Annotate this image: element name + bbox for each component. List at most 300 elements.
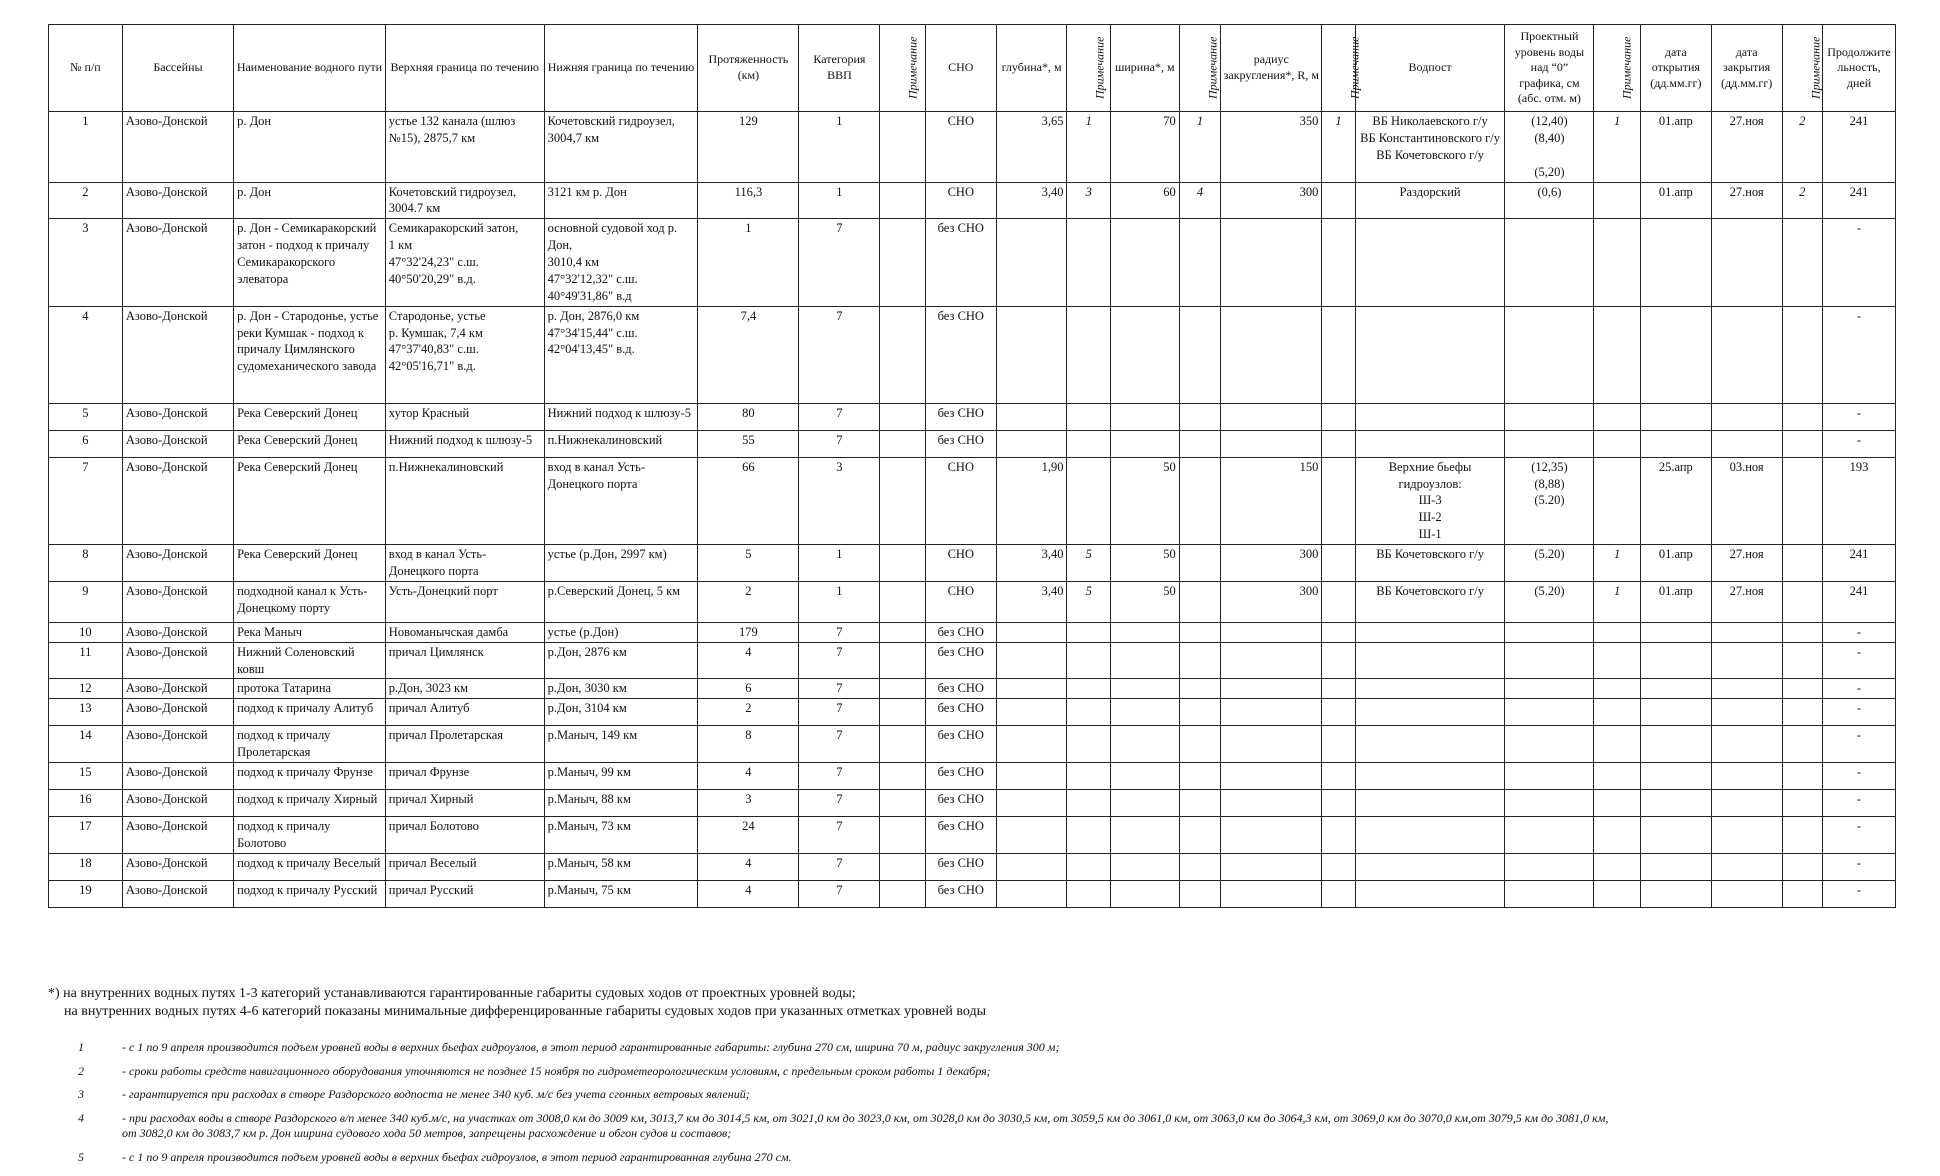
table-cell — [1594, 622, 1641, 642]
table-cell — [1221, 430, 1322, 457]
table-cell: 03.ноя — [1711, 457, 1782, 544]
table-cell: 2 — [698, 581, 799, 622]
table-cell — [880, 112, 926, 183]
table-cell: 70 — [1110, 112, 1179, 183]
footnote-line-2: на внутренних водных путях 4-6 категорий показаны минимальные дифференцированные габариты судовых ходов при указанных отметках уровней воды — [64, 1004, 986, 1020]
note-text: - с 1 по 9 апреля производится подъем уровней воды в верхних бьефах гидроузлов, в этот период гарантированные габариты: глубина 270 см, ширина 70 м, радиус закругления 300 м; — [122, 1040, 1060, 1054]
table-cell — [1221, 817, 1322, 854]
table-cell: п.Нижнекалиновский — [544, 430, 698, 457]
table-cell: 7 — [799, 306, 880, 403]
table-cell — [1640, 880, 1711, 907]
table-cell: Азово-Донской — [122, 763, 233, 790]
table-cell: причал Веселый — [385, 853, 544, 880]
table-cell — [1322, 679, 1355, 699]
table-cell — [1355, 622, 1505, 642]
table-cell — [1322, 545, 1355, 582]
table-cell: р.Маныч, 99 км — [544, 763, 698, 790]
table-cell: 7 — [799, 219, 880, 306]
table-cell — [1505, 219, 1594, 306]
table-cell — [1782, 726, 1822, 763]
table-row — [49, 817, 1896, 854]
table-cell — [880, 457, 926, 544]
table-cell — [1355, 726, 1505, 763]
table-cell: 241 — [1822, 581, 1895, 622]
table-cell: р. Дон — [234, 112, 386, 183]
table-cell: - — [1822, 817, 1895, 854]
table-cell: подход к причалу Хирный — [234, 790, 386, 817]
table-cell: 350 — [1221, 112, 1322, 183]
table-cell: 2 — [1782, 112, 1822, 183]
note-text: - с 1 по 9 апреля производится подъем уровней воды в верхних бьефах гидроузлов, в этот период гарантированная глубина 270 см. — [122, 1149, 792, 1164]
table-cell — [1711, 219, 1782, 306]
table-cell — [1179, 853, 1220, 880]
table-cell — [1640, 817, 1711, 854]
table-cell: Верхние бьефы гидроузлов: Ш-3 Ш-2 Ш-1 — [1355, 457, 1505, 544]
note-text: - сроки работы средств навигационного оборудования уточняются не позднее 15 ноября по гидрометеорологическим условиям, с предельным сроком работы 1 декабря; — [122, 1063, 991, 1078]
table-cell — [1782, 790, 1822, 817]
table-cell: 7 — [799, 853, 880, 880]
table-cell — [1782, 679, 1822, 699]
table-cell — [1640, 853, 1711, 880]
table-cell: 24 — [698, 817, 799, 854]
table-cell — [1110, 726, 1179, 763]
table-cell — [1711, 699, 1782, 726]
table-cell — [880, 699, 926, 726]
table-cell — [1594, 763, 1641, 790]
table-cell — [1505, 306, 1594, 403]
table-cell: Азово-Донской — [122, 622, 233, 642]
table-cell: 01.апр — [1640, 545, 1711, 582]
table-cell — [1110, 679, 1179, 699]
table-row — [49, 726, 1896, 763]
table-cell: 179 — [698, 622, 799, 642]
table-cell — [1179, 817, 1220, 854]
table-cell — [880, 219, 926, 306]
table-cell: 01.апр — [1640, 182, 1711, 219]
table-cell — [1110, 853, 1179, 880]
table-cell — [1355, 817, 1505, 854]
table-cell — [1711, 853, 1782, 880]
table-cell: 7 — [799, 763, 880, 790]
table-cell: (0,6) — [1505, 182, 1594, 219]
table-cell — [1221, 679, 1322, 699]
column-header — [1179, 25, 1220, 112]
table-cell: Усть-Донецкий порт — [385, 581, 544, 622]
table-cell: подход к причалу Пролетарская — [234, 726, 386, 763]
table-cell — [1110, 306, 1179, 403]
table-cell — [1355, 306, 1505, 403]
table-cell — [1067, 790, 1110, 817]
table-cell — [1067, 853, 1110, 880]
table-cell — [1594, 880, 1641, 907]
table-cell: ВБ Николаевского г/у ВБ Константиновского г/у ВБ Кочетовского г/у — [1355, 112, 1505, 183]
table-cell — [1782, 545, 1822, 582]
table-cell: 55 — [698, 430, 799, 457]
table-cell: Азово-Донской — [122, 642, 233, 679]
table-cell: - — [1822, 219, 1895, 306]
table-cell: без СНО — [925, 699, 996, 726]
table-cell — [1640, 306, 1711, 403]
table-cell — [1355, 790, 1505, 817]
table-cell — [1505, 642, 1594, 679]
table-cell — [1505, 699, 1594, 726]
table-cell — [1505, 726, 1594, 763]
table-cell — [1179, 642, 1220, 679]
table-cell — [996, 430, 1067, 457]
table-cell: Нижний подход к шлюзу-5 — [544, 403, 698, 430]
header-row — [49, 25, 1896, 112]
note-item — [48, 1040, 1918, 1056]
table-cell: 5 — [698, 545, 799, 582]
table-cell: 16 — [49, 790, 123, 817]
table-cell — [880, 403, 926, 430]
table-cell: р. Дон — [234, 182, 386, 219]
table-cell: 2 — [1782, 182, 1822, 219]
table-cell: без СНО — [925, 679, 996, 699]
table-cell — [1594, 306, 1641, 403]
table-cell: Азово-Донской — [122, 790, 233, 817]
table-cell: 129 — [698, 112, 799, 183]
table-cell — [1322, 306, 1355, 403]
table-cell — [1322, 622, 1355, 642]
table-cell: 3 — [799, 457, 880, 544]
column-header-label: Примечание — [1619, 36, 1634, 100]
table-cell: п.Нижнекалиновский — [385, 457, 544, 544]
table-cell — [1179, 457, 1220, 544]
table-cell: 6 — [698, 679, 799, 699]
table-cell: 7,4 — [698, 306, 799, 403]
table-cell: Азово-Донской — [122, 880, 233, 907]
table-cell — [1221, 306, 1322, 403]
table-cell — [1179, 403, 1220, 430]
table-cell — [1711, 817, 1782, 854]
table-row — [49, 545, 1896, 582]
table-row — [49, 642, 1896, 679]
table-cell: 27.ноя — [1711, 112, 1782, 183]
table-cell — [1711, 642, 1782, 679]
table-cell: 18 — [49, 853, 123, 880]
table-cell — [996, 726, 1067, 763]
table-cell: Азово-Донской — [122, 817, 233, 854]
table-cell: Нижний подход к шлюзу-5 — [385, 430, 544, 457]
table-row — [49, 219, 1896, 306]
table-cell — [1179, 622, 1220, 642]
table-cell: 3,65 — [996, 112, 1067, 183]
table-cell — [1782, 306, 1822, 403]
table-cell: - — [1822, 642, 1895, 679]
table-cell: 1 — [1067, 112, 1110, 183]
table-cell — [880, 763, 926, 790]
table-cell — [1355, 699, 1505, 726]
table-cell: 01.апр — [1640, 112, 1711, 183]
table-row — [49, 699, 1896, 726]
table-cell: 13 — [49, 699, 123, 726]
table-cell — [1110, 699, 1179, 726]
table-cell — [1067, 642, 1110, 679]
table-cell: 7 — [799, 430, 880, 457]
table-cell — [1067, 457, 1110, 544]
table-cell — [1322, 817, 1355, 854]
table-cell: р.Дон, 3030 км — [544, 679, 698, 699]
table-cell — [1594, 726, 1641, 763]
table-cell: Азово-Донской — [122, 853, 233, 880]
table-cell: причал Цимлянск — [385, 642, 544, 679]
table-cell — [880, 642, 926, 679]
table-cell — [1110, 430, 1179, 457]
table-cell — [1110, 763, 1179, 790]
table-cell — [996, 880, 1067, 907]
table-cell — [1179, 545, 1220, 582]
table-cell: 3,40 — [996, 545, 1067, 582]
table-cell — [1640, 679, 1711, 699]
table-cell — [1711, 790, 1782, 817]
table-cell: р. Дон - Стародонье, устье реки Кумшак - подход к причалу Цимлянского судомеханического завода — [234, 306, 386, 403]
table-cell — [1322, 880, 1355, 907]
table-cell: 27.ноя — [1711, 182, 1782, 219]
table-cell — [1782, 430, 1822, 457]
table-cell: 17 — [49, 817, 123, 854]
table-cell: Река Северский Донец — [234, 545, 386, 582]
table-cell — [1067, 817, 1110, 854]
table-cell: 5 — [1067, 545, 1110, 582]
table-cell — [1711, 622, 1782, 642]
table-cell — [1322, 726, 1355, 763]
table-cell: вход в канал Усть-Донецкого порта — [385, 545, 544, 582]
table-cell — [1640, 219, 1711, 306]
table-cell: 66 — [698, 457, 799, 544]
table-cell: Азово-Донской — [122, 545, 233, 582]
table-cell — [1640, 622, 1711, 642]
table-cell — [1640, 403, 1711, 430]
table-row — [49, 306, 1896, 403]
table-cell — [1640, 642, 1711, 679]
table-row — [49, 622, 1896, 642]
table-cell — [1505, 853, 1594, 880]
table-cell: без СНО — [925, 642, 996, 679]
table-cell — [1179, 763, 1220, 790]
table-cell: 3 — [698, 790, 799, 817]
table-cell — [996, 699, 1067, 726]
table-cell — [1322, 457, 1355, 544]
table-cell — [1355, 403, 1505, 430]
table-cell: 11 — [49, 642, 123, 679]
table-cell: 300 — [1221, 581, 1322, 622]
table-cell: 01.апр — [1640, 581, 1711, 622]
table-cell — [1640, 430, 1711, 457]
column-header-label: Примечание — [905, 36, 920, 100]
table-cell: протока Татарина — [234, 679, 386, 699]
table-cell: 4 — [698, 880, 799, 907]
table-row — [49, 430, 1896, 457]
table-cell: 27.ноя — [1711, 545, 1782, 582]
column-header-label: Примечание — [1347, 36, 1362, 100]
table-row — [49, 182, 1896, 219]
table-cell: 3,40 — [996, 581, 1067, 622]
table-cell — [996, 853, 1067, 880]
table-cell: 7 — [799, 679, 880, 699]
table-cell: хутор Красный — [385, 403, 544, 430]
table-cell — [1640, 699, 1711, 726]
table-cell: (12,35) (8,88) (5.20) — [1505, 457, 1594, 544]
table-cell: 7 — [799, 726, 880, 763]
table-cell — [1221, 403, 1322, 430]
table-row — [49, 403, 1896, 430]
note-item — [48, 1111, 1918, 1142]
table-cell — [1782, 219, 1822, 306]
table-cell: 300 — [1221, 182, 1322, 219]
table-cell: 4 — [698, 763, 799, 790]
table-cell — [1322, 642, 1355, 679]
table-cell — [880, 182, 926, 219]
table-cell: Азово-Донской — [122, 581, 233, 622]
table-cell — [880, 880, 926, 907]
table-cell — [1782, 880, 1822, 907]
table-cell: 4 — [698, 853, 799, 880]
table-cell: - — [1822, 790, 1895, 817]
table-row — [49, 880, 1896, 907]
note-item — [48, 1087, 1918, 1103]
table-cell: 5 — [1067, 581, 1110, 622]
table-cell: причал Болотово — [385, 817, 544, 854]
table-cell — [1110, 403, 1179, 430]
table-cell: подход к причалу Русский — [234, 880, 386, 907]
table-cell: устье (р.Дон) — [544, 622, 698, 642]
table-cell: Азово-Донской — [122, 219, 233, 306]
note-number: 4 — [78, 1110, 84, 1125]
table-cell: 3 — [49, 219, 123, 306]
note-item — [48, 1064, 1918, 1080]
table-cell: подход к причалу Веселый — [234, 853, 386, 880]
table-cell — [1355, 430, 1505, 457]
table-cell: р.Маныч, 75 км — [544, 880, 698, 907]
table-cell — [1067, 726, 1110, 763]
table-cell: Река Северский Донец — [234, 457, 386, 544]
table-cell — [880, 622, 926, 642]
table-cell: без СНО — [925, 880, 996, 907]
numbered-notes — [48, 1040, 1918, 1174]
table-cell: 1 — [1322, 112, 1355, 183]
table-cell: СНО — [925, 112, 996, 183]
table-cell: 7 — [799, 880, 880, 907]
table-cell: без СНО — [925, 726, 996, 763]
table-cell: Семикаракорский затон, 1 км 47°32'24,23" с.ш. 40°50'20,29" в.д. — [385, 219, 544, 306]
table-cell: подход к причалу Фрунзе — [234, 763, 386, 790]
table-cell: 7 — [799, 622, 880, 642]
navigation-table-sheet — [48, 24, 1896, 908]
table-cell: р.Маныч, 58 км — [544, 853, 698, 880]
table-row — [49, 112, 1896, 183]
table-cell — [1067, 699, 1110, 726]
table-cell: Азово-Донской — [122, 726, 233, 763]
table-cell: 7 — [799, 790, 880, 817]
table-cell — [1322, 763, 1355, 790]
table-cell — [880, 853, 926, 880]
table-cell — [1711, 306, 1782, 403]
table-cell: Река Северский Донец — [234, 403, 386, 430]
table-cell — [996, 622, 1067, 642]
table-cell — [996, 790, 1067, 817]
table-cell — [1782, 642, 1822, 679]
table-cell: Кочетовский гидроузел, 3004,7 км — [544, 112, 698, 183]
column-header: СНО — [925, 25, 996, 112]
table-cell: СНО — [925, 581, 996, 622]
table-cell: - — [1822, 880, 1895, 907]
table-cell — [880, 581, 926, 622]
column-header-label: Примечание — [1807, 36, 1822, 100]
table-cell — [1067, 403, 1110, 430]
table-cell — [1355, 763, 1505, 790]
table-cell — [1782, 457, 1822, 544]
table-cell — [1110, 817, 1179, 854]
table-cell — [1355, 880, 1505, 907]
table-cell: 7 — [799, 817, 880, 854]
table-cell — [1322, 853, 1355, 880]
table-cell — [1179, 219, 1220, 306]
table-cell — [1179, 699, 1220, 726]
table-cell — [1594, 790, 1641, 817]
column-header: дата открытия (дд.мм.гг) — [1640, 25, 1711, 112]
column-header: Наименование водного пути — [234, 25, 386, 112]
table-cell: подходной канал к Усть-Донецкому порту — [234, 581, 386, 622]
table-cell — [1322, 219, 1355, 306]
table-cell: 1 — [1594, 545, 1641, 582]
table-cell: р.Маныч, 88 км — [544, 790, 698, 817]
table-cell: подход к причалу Алитуб — [234, 699, 386, 726]
table-cell: 1 — [1594, 112, 1641, 183]
table-cell: Азово-Донской — [122, 457, 233, 544]
table-cell — [1110, 622, 1179, 642]
table-cell — [1594, 853, 1641, 880]
table-cell: 12 — [49, 679, 123, 699]
note-text: - гарантируется при расходах в створе Раздорского водпоста не менее 340 куб. м/с без учета сгонных ветровых явлений; — [122, 1087, 750, 1102]
table-cell: без СНО — [925, 403, 996, 430]
table-cell — [1221, 790, 1322, 817]
table-cell — [1711, 430, 1782, 457]
table-cell: причал Пролетарская — [385, 726, 544, 763]
table-cell: основной судовой ход р. Дон, 3010,4 км 47°32'12,32" с.ш. 40°49'31,86" в.д — [544, 219, 698, 306]
table-cell: 8 — [49, 545, 123, 582]
table-cell — [1110, 790, 1179, 817]
table-cell — [1711, 726, 1782, 763]
table-cell: причал Русский — [385, 880, 544, 907]
table-cell: р.Дон, 2876 км — [544, 642, 698, 679]
table-row — [49, 581, 1896, 622]
footnote-line-1: *) на внутренних водных путях 1-3 категорий устанавливаются гарантированные габариты судовых ходов от проектных уровней воды; — [48, 986, 856, 1001]
table-cell: 4 — [1179, 182, 1220, 219]
table-cell: СНО — [925, 182, 996, 219]
table-cell: причал Фрунзе — [385, 763, 544, 790]
table-cell: ВБ Кочетовского г/у — [1355, 545, 1505, 582]
table-cell: - — [1822, 726, 1895, 763]
table-cell: 1 — [49, 112, 123, 183]
table-row — [49, 790, 1896, 817]
table-cell: 15 — [49, 763, 123, 790]
table-cell: - — [1822, 763, 1895, 790]
table-cell: 9 — [49, 581, 123, 622]
table-cell — [1711, 679, 1782, 699]
table-row — [49, 457, 1896, 544]
table-cell: 2 — [49, 182, 123, 219]
table-cell — [1355, 642, 1505, 679]
table-cell: 7 — [799, 403, 880, 430]
table-cell: р.Маныч, 73 км — [544, 817, 698, 854]
table-cell: 60 — [1110, 182, 1179, 219]
table-cell — [880, 726, 926, 763]
table-cell — [1110, 219, 1179, 306]
column-header: № п/п — [49, 25, 123, 112]
table-cell — [1594, 457, 1641, 544]
table-cell — [1782, 817, 1822, 854]
